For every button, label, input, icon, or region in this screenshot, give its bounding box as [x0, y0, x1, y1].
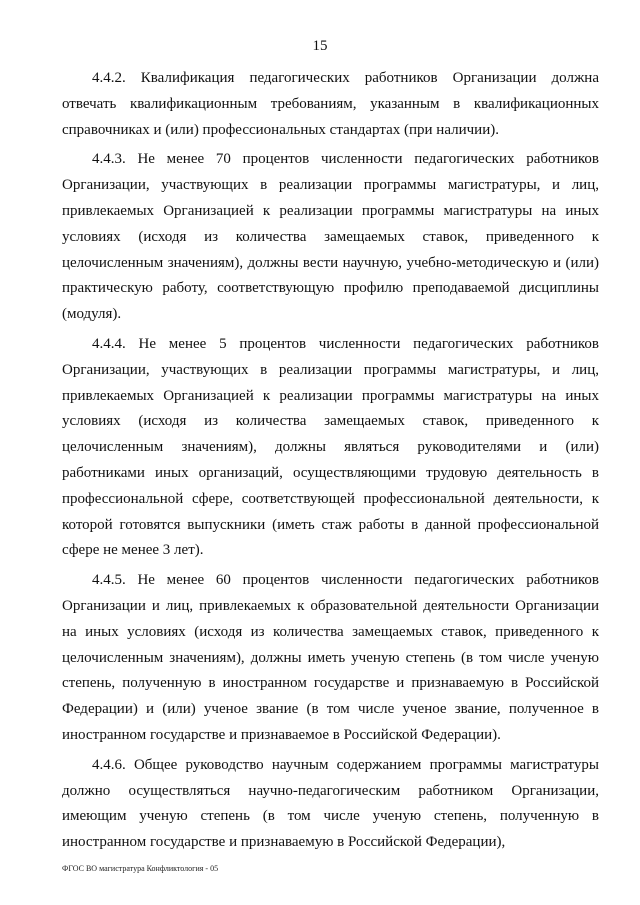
paragraph-4-4-6: 4.4.6. Общее руководство научным содержанием программы магистратуры должно осуществляться научно-педагогическим работником Организации, имеющим ученую степень (в том числе ученую степень, полученную в иностранном государстве и признаваемую в Российской Федерации),	[62, 756, 599, 851]
paragraph-4-4-4: 4.4.4. Не менее 5 процентов численности педагогических работников Организации, участвующих в реализации программы магистратуры, и лиц, привлекаемых Организацией к реализации программы магистратуры на иных условиях (исходя из количества замещаемых ставок, приведенного к целочисленным значениям), должны являться руководителями и (или) работниками иных организаций, осуществляющими трудовую деятельность в профессиональной сфере, соответствующей профессиональной деятельности, к которой готовятся выпускники (иметь стаж работы в данной профессиональной сфере не менее 3 лет).	[62, 335, 599, 559]
document-footer: ФГОС ВО магистратура Конфликтология - 05	[62, 864, 219, 873]
page-number: 15	[312, 38, 328, 54]
paragraph-4-4-5: 4.4.5. Не менее 60 процентов численности педагогических работников Организации и лиц, привлекаемых к образовательной деятельности Организации на иных условиях (исходя из количества замещаемых ставок, приведенного к целочисленным значениям), должны иметь ученую степень (в том числе ученую степень, полученную в иностранном государстве и признаваемую в Российской Федерации) и (или) ученое звание (в том числе ученое звание, полученное в иностранном государстве и признаваемое в Российской Федерации).	[62, 572, 599, 743]
document-body	[62, 66, 599, 860]
paragraph-4-4-2: 4.4.2. Квалификация педагогических работников Организации должна отвечать квалификационным требованиям, указанным в квалификационных справочниках и (или) профессиональных стандартах (при наличии).	[62, 70, 599, 138]
paragraph-4-4-3: 4.4.3. Не менее 70 процентов численности педагогических работников Организации, участвующих в реализации программы магистратуры, и лиц, привлекаемых Организацией к реализации программы магистратуры на иных условиях (исходя из количества замещаемых ставок, приведенного к целочисленным значениям), должны вести научную, учебно-методическую и (или) практическую работу, соответствующую профилю преподаваемой дисциплины (модуля).	[62, 151, 599, 323]
